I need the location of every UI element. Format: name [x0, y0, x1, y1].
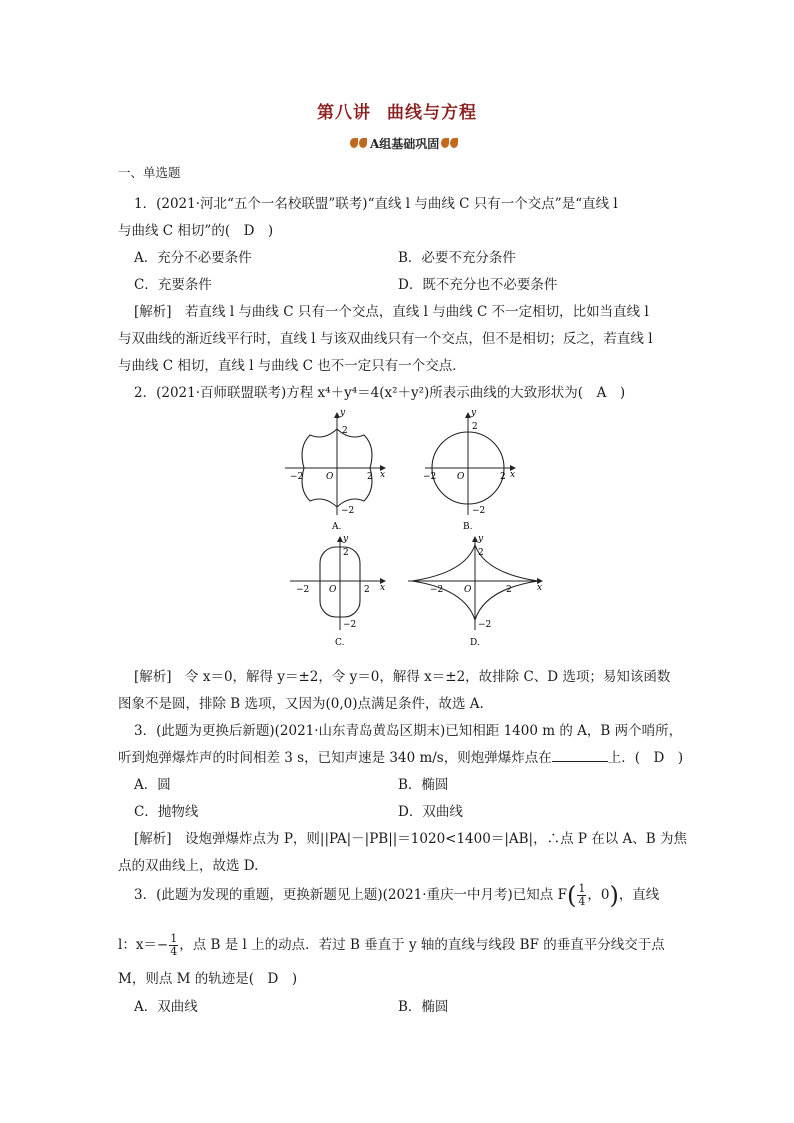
svg-text:O: O — [457, 472, 465, 482]
q3a-option-b: B．椭圆 — [398, 777, 449, 793]
svg-text:x: x — [380, 583, 386, 593]
close-quote-icon — [439, 135, 461, 151]
svg-text:O: O — [464, 585, 472, 595]
q3b-option-a: A．双曲线 — [134, 999, 198, 1015]
svg-text:−2: −2 — [423, 472, 437, 482]
title-lecture: 第八讲 — [317, 103, 371, 123]
q3a-solution-line1: [解析] 设炮弹爆炸点为 P，则||PA|－|PB||＝1020<1400＝|AB|，∴点 P 在以 A、B 为焦 — [134, 831, 688, 847]
q2-solution-line1: [解析] 令 x＝0，解得 y＝±2，令 y＝0，解得 x＝±2，故排除 C、D 选项；易知该函数 — [134, 669, 671, 685]
svg-text:y: y — [343, 534, 349, 544]
svg-text:2: 2 — [506, 585, 512, 595]
svg-text:x: x — [537, 583, 543, 593]
section-heading: 一、单选题 — [118, 165, 181, 180]
svg-text:−2: −2 — [478, 620, 492, 630]
svg-text:2: 2 — [500, 472, 506, 482]
open-quote-icon — [348, 135, 370, 151]
svg-text:y: y — [471, 408, 477, 418]
q1-line2: 与曲线 C 相切”的( D ) — [118, 223, 274, 239]
q3a-option-a: A．圆 — [134, 777, 171, 793]
figure-d-label: D. — [470, 638, 480, 648]
svg-text:−2: −2 — [430, 585, 444, 595]
group-badge — [348, 133, 461, 153]
page-title — [0, 98, 794, 123]
fig-a-origin: O — [326, 472, 334, 482]
q1-solution-line2: 与双曲线的渐近线平行时，直线 l 与该双曲线只有一个交点，但不是相切；反之，若直线 l — [118, 331, 653, 347]
q3b-line3: M，则点 M 的轨迹是( D ) — [118, 971, 298, 987]
fig-a-tick-xneg: −2 — [290, 472, 304, 482]
figure-c-label: C. — [335, 638, 345, 648]
fig-a-tick-yneg: −2 — [341, 506, 355, 516]
svg-text:−2: −2 — [472, 506, 486, 516]
figure-b — [423, 408, 515, 532]
answer-blank — [552, 749, 608, 762]
title-topic: 曲线与方程 — [387, 103, 477, 123]
figure-d — [408, 534, 542, 648]
fig-a-tick-y2: 2 — [342, 426, 348, 436]
group-badge-label: A组基础巩固 — [370, 136, 440, 151]
q1-option-c: C．充要条件 — [134, 277, 212, 293]
svg-text:2: 2 — [472, 422, 478, 432]
svg-text:2: 2 — [364, 585, 370, 595]
q2-line1: 2．(2021·百师联盟联考)方程 x⁴＋y⁴＝4(x²＋y²)所表示曲线的大致形状为( A ) — [134, 385, 626, 401]
q3b-line1: 3．(此题为发现的重题，更换新题见上题)(2021·重庆一中月考)已知点 F( $\frac{1}{4}$ ，0)，直线 — [134, 881, 660, 910]
fig-a-tick-x2: 2 — [367, 472, 373, 482]
q1-solution-line3: 与曲线 C 相切，直线 l 与曲线 C 也不一定只有一个交点． — [118, 358, 466, 374]
q1-option-b: B．必要不充分条件 — [398, 250, 516, 266]
svg-text:O: O — [329, 585, 337, 595]
svg-text:−2: −2 — [296, 585, 310, 595]
svg-text:2: 2 — [343, 548, 349, 558]
q1-solution-line1: [解析] 若直线 l 与曲线 C 只有一个交点，直线 l 与曲线 C 不一定相切，比如当直线 l — [134, 304, 649, 320]
q3a-option-d: D．双曲线 — [398, 804, 463, 820]
svg-text:y: y — [340, 408, 346, 418]
q1-option-d: D．既不充分也不必要条件 — [398, 277, 558, 293]
q3b-line2: l：x＝− $\frac{1}{4}$ ，点 B 是 l 上的动点．若过 B 垂直于 y 轴的直线与线段 BF 的垂直平分线交于点 — [118, 932, 665, 958]
q3b-option-b: B．椭圆 — [398, 999, 449, 1015]
svg-text:2: 2 — [478, 548, 484, 558]
figure-a — [285, 408, 385, 532]
q1-line1: 1．(2021·河北“五个一名校联盟”联考)“直线 l 与曲线 C 只有一个交点”是“直线 l — [134, 196, 618, 212]
svg-text:x: x — [510, 470, 516, 480]
svg-text:x: x — [380, 470, 386, 480]
q2-figures — [280, 405, 550, 655]
fraction-quarter-neg: $\frac{1}{4}$ — [170, 932, 178, 958]
q3a-line2: 听到炮弹爆炸声的时间相差 3 s，已知声速是 340 m/s，则炮弹爆炸点在 上．( D ) — [118, 750, 684, 766]
q3a-solution-line2: 点的双曲线上，故选 D. — [118, 858, 259, 874]
q3a-option-c: C．抛物线 — [134, 804, 199, 820]
svg-text:y: y — [478, 534, 484, 544]
figure-b-label: B. — [463, 522, 473, 532]
fraction-quarter: $\frac{1}{4}$ — [578, 882, 586, 908]
figure-a-label: A. — [332, 522, 342, 532]
q2-solution-line2: 图象不是圆，排除 B 选项，又因为(0,0)点满足条件，故选 A. — [118, 696, 484, 712]
q1-option-a: A．充分不必要条件 — [134, 250, 252, 266]
figure-c — [290, 534, 385, 648]
q3a-line1: 3．(此题为更换后新题)(2021·山东青岛黄岛区期末)已知相距 1400 m 的 A，B 两个哨所， — [134, 723, 683, 739]
svg-text:−2: −2 — [343, 620, 357, 630]
